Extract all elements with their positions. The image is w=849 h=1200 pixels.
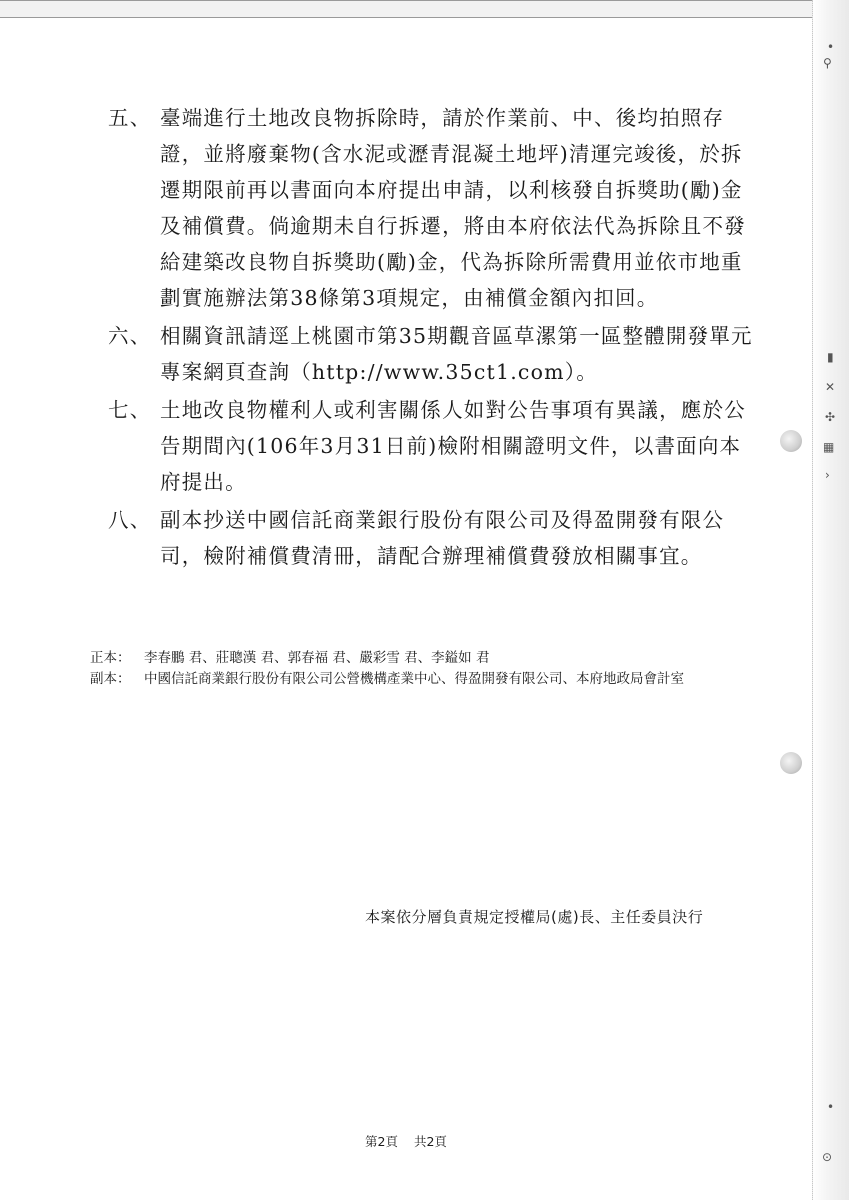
search-icon: ⚲ <box>823 56 832 70</box>
punch-hole-upper <box>780 430 802 452</box>
punch-hole-lower <box>780 752 802 774</box>
page-footer <box>0 1132 812 1150</box>
copy-label: 副本： <box>90 671 131 687</box>
item-text: 相關資訊請逕上桃園市第35期觀音區草漯第一區整體開發單元專案網頁查詢（http://www.35ct1.com）。 <box>160 324 753 384</box>
close-icon: ✕ <box>825 380 836 394</box>
top-border <box>0 0 812 18</box>
item-text: 副本抄送中國信託商業銀行股份有限公司及得盈開發有限公司，檢附補償費清冊，請配合辦理補償費發放相關事宜。 <box>160 508 725 568</box>
original-recipients <box>90 648 750 669</box>
document-body <box>108 100 758 576</box>
bar-icon: ▮ <box>827 350 834 364</box>
original-value: 李春鵬 君、莊聰漢 君、郭春福 君、嚴彩雪 君、李鎰如 君 <box>144 650 490 666</box>
list-item <box>108 100 758 316</box>
copy-recipients <box>90 669 750 690</box>
grid-icon: ▦ <box>823 440 835 454</box>
copy-value: 中國信託商業銀行股份有限公司公營機構產業中心、得盈開發有限公司、本府地政局會計室 <box>144 671 684 687</box>
page-total: 共2頁 <box>413 1134 447 1149</box>
list-item <box>108 318 758 390</box>
list-item <box>108 392 758 500</box>
item-number: 七、 <box>108 398 152 422</box>
list-item <box>108 502 758 574</box>
scan-side-strip <box>812 0 849 1200</box>
authority-statement: 本案依分層負責規定授權局(處)長、主任委員決行 <box>365 908 704 926</box>
item-text: 土地改良物權利人或利害關係人如對公告事項有異議，應於公告期間內(106年3月31日前)檢附相關證明文件，以書面向本府提出。 <box>160 398 746 494</box>
dot-icon: • <box>827 1100 835 1114</box>
original-label: 正本： <box>90 650 131 666</box>
page-number: 第2頁 <box>365 1134 398 1149</box>
arrow-down-circle-icon: ⊙ <box>822 1150 833 1164</box>
dot-icon: • <box>827 40 835 54</box>
item-number: 五、 <box>108 106 152 130</box>
pin-icon: ✣ <box>825 410 836 424</box>
item-number: 八、 <box>108 508 152 532</box>
item-number: 六、 <box>108 324 152 348</box>
chevron-right-icon: › <box>825 468 830 482</box>
recipients-block <box>90 648 750 690</box>
item-text: 臺端進行土地改良物拆除時，請於作業前、中、後均拍照存證，並將廢棄物(含水泥或瀝青混凝土地坪)清運完竣後，於拆遷期限前再以書面向本府提出申請，以利核發自拆獎助(勵)金及補償費。倘逾期未自行拆遷，將由本府依法代為拆除且不發給建築改良物自拆獎助(勵)金，代為拆除所需費用並依市地重劃實施辦法第38條第3項規定，由補償金額內扣回。 <box>160 106 746 310</box>
